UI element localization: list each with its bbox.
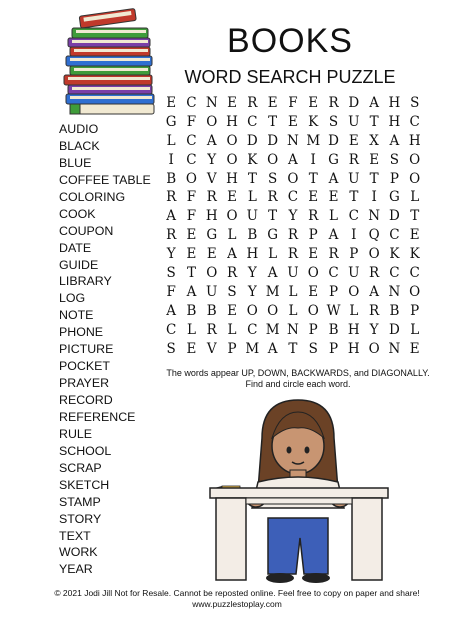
- word-list-item: SCHOOL: [59, 443, 112, 458]
- letter-grid: [161, 94, 425, 358]
- word-list-item: PICTURE: [59, 342, 114, 357]
- grid-letter[interactable]: A: [166, 302, 177, 319]
- grid-letter[interactable]: E: [409, 227, 420, 244]
- grid-letter[interactable]: U: [287, 265, 299, 282]
- word-list-item: WORK: [59, 545, 98, 560]
- grid-letter[interactable]: U: [348, 265, 360, 282]
- grid-letter[interactable]: L: [186, 321, 196, 338]
- grid-letter[interactable]: P: [389, 170, 399, 187]
- grid-letter[interactable]: O: [185, 170, 197, 187]
- grid-letter[interactable]: S: [166, 340, 176, 357]
- grid-letter[interactable]: D: [267, 132, 279, 149]
- grid-letter[interactable]: H: [408, 132, 421, 149]
- grid-letter[interactable]: R: [369, 265, 380, 282]
- grid-letter[interactable]: E: [186, 340, 197, 357]
- grid-letter[interactable]: B: [247, 227, 258, 244]
- grid-letter[interactable]: L: [268, 246, 278, 263]
- grid-letter[interactable]: E: [369, 151, 380, 168]
- grid-letter[interactable]: P: [308, 227, 318, 244]
- grid-letter[interactable]: A: [328, 170, 339, 187]
- grid-letter[interactable]: E: [409, 340, 420, 357]
- grid-letter[interactable]: E: [308, 246, 319, 263]
- grid-letter[interactable]: Y: [166, 246, 176, 263]
- grid-letter[interactable]: M: [265, 321, 280, 338]
- copyright-text: © 2021 Jodi Jill Not for Resale. Cannot be reposted online. Feel free to copy on paper and share!: [54, 588, 420, 598]
- grid-letter[interactable]: R: [287, 246, 299, 263]
- grid-letter[interactable]: K: [308, 113, 319, 130]
- grid-letter[interactable]: G: [389, 189, 400, 206]
- grid-letter[interactable]: P: [349, 246, 359, 263]
- grid-letter[interactable]: N: [205, 95, 218, 111]
- instructions-line: The words appear UP, DOWN, BACKWARDS, and DIAGONALLY.: [166, 368, 430, 378]
- grid-letter[interactable]: C: [409, 113, 420, 130]
- grid-letter[interactable]: A: [166, 208, 177, 225]
- grid-letter[interactable]: L: [166, 132, 176, 149]
- grid-row: [161, 264, 425, 283]
- grid-letter[interactable]: F: [186, 208, 197, 225]
- grid-letter[interactable]: H: [388, 95, 401, 111]
- grid-letter[interactable]: D: [389, 321, 400, 338]
- grid-letter[interactable]: C: [165, 321, 177, 338]
- grid-letter[interactable]: E: [227, 95, 237, 111]
- grid-letter[interactable]: S: [268, 170, 278, 187]
- grid-letter[interactable]: U: [348, 170, 360, 187]
- grid-letter[interactable]: T: [369, 113, 379, 130]
- grid-letter[interactable]: R: [348, 151, 359, 168]
- word-list-item: STAMP: [59, 494, 101, 509]
- word-list-item: STORY: [59, 511, 102, 526]
- word-list-item: GUIDE: [59, 257, 99, 272]
- grid-letter[interactable]: H: [226, 170, 238, 187]
- word-list-item: PRAYER: [59, 376, 110, 391]
- grid-letter[interactable]: I: [351, 227, 357, 244]
- grid-letter[interactable]: U: [348, 113, 360, 130]
- grid-letter[interactable]: R: [328, 95, 339, 111]
- grid-letter[interactable]: C: [186, 151, 197, 168]
- grid-row: [161, 283, 425, 302]
- word-list: [59, 121, 151, 578]
- grid-letter[interactable]: D: [389, 208, 400, 225]
- grid-letter[interactable]: L: [410, 321, 420, 338]
- grid-letter[interactable]: C: [389, 227, 400, 244]
- grid-letter[interactable]: O: [287, 170, 299, 187]
- grid-letter[interactable]: O: [226, 208, 238, 225]
- grid-letter[interactable]: Y: [247, 283, 257, 300]
- grid-letter[interactable]: K: [389, 246, 400, 263]
- word-list-item: DATE: [59, 240, 92, 255]
- grid-letter[interactable]: C: [247, 321, 258, 338]
- grid-letter[interactable]: R: [267, 189, 278, 206]
- grid-letter[interactable]: O: [348, 283, 360, 300]
- grid-letter[interactable]: T: [369, 170, 379, 187]
- word-list-item: COLORING: [59, 189, 126, 204]
- footer: [0, 588, 474, 610]
- grid-letter[interactable]: T: [186, 265, 196, 282]
- grid-letter[interactable]: O: [206, 265, 218, 282]
- grid-letter[interactable]: M: [265, 283, 280, 300]
- grid-row: [161, 321, 425, 340]
- grid-letter[interactable]: N: [287, 321, 299, 338]
- grid-letter[interactable]: A: [389, 132, 400, 149]
- grid-letter[interactable]: O: [409, 283, 421, 300]
- grid-letter[interactable]: T: [349, 189, 359, 206]
- grid-row: [161, 151, 425, 170]
- word-list-item: NOTE: [59, 308, 94, 323]
- grid-letter[interactable]: A: [186, 283, 197, 300]
- grid-letter[interactable]: R: [308, 208, 319, 225]
- grid-letter[interactable]: P: [410, 302, 420, 319]
- grid-letter[interactable]: K: [409, 246, 420, 263]
- grid-row: [161, 132, 425, 151]
- grid-letter[interactable]: R: [247, 95, 258, 111]
- grid-letter[interactable]: E: [328, 189, 339, 206]
- grid-letter[interactable]: V: [206, 340, 217, 357]
- grid-letter[interactable]: E: [267, 95, 278, 111]
- grid-letter[interactable]: C: [186, 95, 197, 111]
- grid-letter[interactable]: L: [288, 283, 298, 300]
- word-list-item: POCKET: [59, 359, 110, 374]
- child-reading-icon: [200, 398, 396, 584]
- puzzle-subtitle: WORD SEARCH PUZZLE: [184, 67, 396, 87]
- grid-letter[interactable]: P: [308, 321, 318, 338]
- grid-letter[interactable]: Y: [288, 208, 298, 225]
- word-list-item: COUPON: [59, 223, 114, 238]
- grid-letter[interactable]: H: [246, 246, 259, 263]
- grid-letter[interactable]: A: [369, 95, 379, 111]
- grid-row: [161, 113, 425, 132]
- grid-letter[interactable]: V: [206, 170, 217, 187]
- grid-letter[interactable]: C: [287, 189, 299, 206]
- grid-letter[interactable]: T: [268, 208, 278, 225]
- grid-letter[interactable]: L: [329, 208, 338, 225]
- word-list-item: PHONE: [59, 325, 104, 340]
- grid-letter[interactable]: H: [388, 113, 401, 130]
- grid-row: [161, 188, 425, 207]
- grid-letter[interactable]: S: [410, 95, 420, 111]
- grid-letter[interactable]: E: [186, 227, 197, 244]
- grid-letter[interactable]: F: [186, 113, 197, 130]
- grid-letter[interactable]: O: [307, 265, 319, 282]
- grid-letter[interactable]: G: [328, 151, 339, 168]
- grid-letter[interactable]: R: [328, 246, 339, 263]
- grid-letter[interactable]: R: [166, 189, 177, 206]
- grid-letter[interactable]: M: [245, 340, 260, 357]
- grid-letter[interactable]: R: [287, 227, 299, 244]
- grid-letter[interactable]: S: [227, 283, 237, 300]
- word-list-item: AUDIO: [59, 122, 99, 136]
- grid-letter[interactable]: S: [328, 113, 339, 130]
- grid-letter[interactable]: A: [227, 246, 237, 263]
- grid-letter[interactable]: Q: [368, 227, 380, 244]
- grid-letter[interactable]: L: [288, 302, 298, 319]
- grid-letter[interactable]: C: [389, 265, 400, 282]
- instructions-line: Find and circle each word.: [245, 379, 351, 389]
- grid-letter[interactable]: B: [389, 302, 400, 319]
- grid-letter[interactable]: P: [328, 283, 339, 300]
- grid-letter[interactable]: T: [268, 113, 278, 130]
- word-list-item: YEAR: [59, 562, 93, 577]
- grid-letter[interactable]: E: [227, 189, 237, 206]
- grid-letter[interactable]: T: [308, 170, 318, 187]
- grid-letter[interactable]: Y: [247, 265, 257, 282]
- grid-letter[interactable]: U: [246, 208, 259, 225]
- word-list-item: RULE: [59, 426, 93, 441]
- grid-letter[interactable]: A: [267, 265, 278, 282]
- website-url: www.puzzlestoplay.com: [192, 599, 282, 609]
- grid-letter[interactable]: R: [166, 227, 177, 244]
- puzzle-title: BOOKS: [227, 22, 353, 60]
- grid-letter[interactable]: I: [168, 151, 174, 168]
- word-list-item: COOK: [59, 206, 96, 221]
- grid-letter[interactable]: A: [206, 132, 217, 149]
- grid-letter[interactable]: F: [288, 95, 298, 111]
- grid-letter[interactable]: L: [349, 302, 359, 319]
- grid-letter[interactable]: C: [328, 265, 339, 282]
- word-list-item: LIBRARY: [59, 274, 112, 289]
- grid-letter[interactable]: O: [226, 132, 238, 149]
- grid-letter[interactable]: Y: [207, 151, 217, 168]
- grid-letter[interactable]: E: [288, 113, 298, 130]
- grid-letter[interactable]: B: [328, 321, 339, 338]
- grid-letter[interactable]: N: [388, 340, 401, 357]
- grid-letter[interactable]: H: [205, 208, 218, 225]
- grid-letter[interactable]: O: [267, 151, 279, 168]
- grid-letter[interactable]: A: [267, 340, 278, 357]
- grid-row: [161, 207, 425, 226]
- grid-letter[interactable]: O: [267, 302, 279, 319]
- grid-letter[interactable]: K: [247, 151, 258, 168]
- grid-letter[interactable]: R: [206, 189, 217, 206]
- grid-row: [161, 340, 425, 359]
- word-list-item: TEXT: [59, 528, 91, 543]
- grid-letter[interactable]: L: [227, 227, 237, 244]
- instructions: [160, 368, 436, 390]
- word-list-item: BLACK: [59, 138, 100, 153]
- grid-letter[interactable]: T: [410, 208, 420, 225]
- grid-letter[interactable]: E: [186, 246, 197, 263]
- word-list-item: COFFEE TABLE: [59, 172, 151, 187]
- grid-letter[interactable]: E: [348, 132, 359, 149]
- grid-letter[interactable]: A: [288, 151, 298, 168]
- grid-letter[interactable]: N: [368, 208, 381, 225]
- grid-letter[interactable]: G: [165, 113, 177, 130]
- stack-of-books-icon: [60, 6, 170, 122]
- grid-letter[interactable]: E: [308, 283, 319, 300]
- word-list-item: RECORD: [59, 393, 113, 407]
- grid-letter[interactable]: R: [226, 265, 238, 282]
- grid-letter[interactable]: O: [368, 246, 380, 263]
- grid-letter[interactable]: C: [247, 113, 258, 130]
- grid-letter[interactable]: R: [206, 321, 217, 338]
- grid-row: [161, 226, 425, 245]
- grid-row: [161, 302, 425, 321]
- grid-letter[interactable]: E: [308, 189, 319, 206]
- grid-letter[interactable]: B: [186, 302, 197, 319]
- grid-letter[interactable]: H: [347, 321, 360, 338]
- grid-letter[interactable]: F: [166, 283, 176, 300]
- word-list-item: SKETCH: [59, 477, 110, 492]
- grid-letter[interactable]: D: [246, 132, 258, 149]
- grid-letter[interactable]: E: [308, 95, 319, 111]
- grid-letter[interactable]: A: [369, 283, 379, 300]
- grid-row: [161, 170, 425, 189]
- grid-letter[interactable]: C: [348, 208, 359, 225]
- grid-letter[interactable]: S: [166, 265, 176, 282]
- grid-letter[interactable]: R: [369, 302, 380, 319]
- grid-letter[interactable]: H: [226, 113, 238, 130]
- grid-letter[interactable]: H: [347, 340, 360, 357]
- grid-letter[interactable]: P: [328, 340, 339, 357]
- grid-letter[interactable]: W: [326, 302, 341, 319]
- grid-letter[interactable]: E: [206, 246, 217, 263]
- grid-letter[interactable]: B: [166, 170, 177, 187]
- grid-letter[interactable]: D: [348, 95, 360, 111]
- grid-letter[interactable]: A: [328, 227, 339, 244]
- grid-letter[interactable]: E: [166, 95, 177, 111]
- grid-letter[interactable]: T: [288, 340, 298, 357]
- word-list-item: BLUE: [59, 155, 92, 170]
- grid-letter[interactable]: O: [409, 151, 421, 168]
- grid-letter[interactable]: F: [186, 189, 197, 206]
- grid-letter[interactable]: C: [409, 265, 420, 282]
- word-list-item: REFERENCE: [59, 409, 136, 424]
- grid-letter[interactable]: I: [310, 151, 316, 168]
- grid-letter[interactable]: E: [227, 302, 237, 319]
- grid-letter[interactable]: L: [247, 189, 257, 206]
- grid-letter[interactable]: U: [206, 283, 218, 300]
- grid-row: [161, 245, 425, 264]
- grid-letter[interactable]: M: [306, 132, 321, 149]
- grid-letter[interactable]: O: [409, 170, 421, 187]
- grid-letter[interactable]: B: [206, 302, 217, 319]
- grid-letter[interactable]: O: [226, 151, 238, 168]
- grid-letter[interactable]: C: [186, 132, 197, 149]
- grid-letter[interactable]: I: [371, 189, 377, 206]
- grid-letter[interactable]: G: [206, 227, 218, 244]
- grid-letter[interactable]: D: [328, 132, 339, 149]
- grid-letter[interactable]: L: [410, 189, 420, 206]
- grid-letter[interactable]: L: [227, 321, 237, 338]
- word-list-item: SCRAP: [59, 460, 102, 475]
- grid-letter[interactable]: O: [368, 340, 380, 357]
- grid-letter[interactable]: T: [247, 170, 257, 187]
- grid-letter[interactable]: P: [227, 340, 237, 357]
- grid-letter[interactable]: Y: [369, 321, 379, 338]
- word-list-item: LOG: [59, 291, 86, 306]
- grid-letter[interactable]: G: [267, 227, 279, 244]
- grid-letter[interactable]: O: [246, 302, 258, 319]
- grid-letter[interactable]: S: [389, 151, 400, 168]
- grid-letter[interactable]: O: [307, 302, 319, 319]
- grid-row: [161, 94, 425, 113]
- grid-letter[interactable]: X: [369, 132, 379, 149]
- grid-letter[interactable]: S: [308, 340, 318, 357]
- grid-letter[interactable]: N: [287, 132, 299, 149]
- grid-letter[interactable]: O: [206, 113, 218, 130]
- grid-letter[interactable]: N: [388, 283, 401, 300]
